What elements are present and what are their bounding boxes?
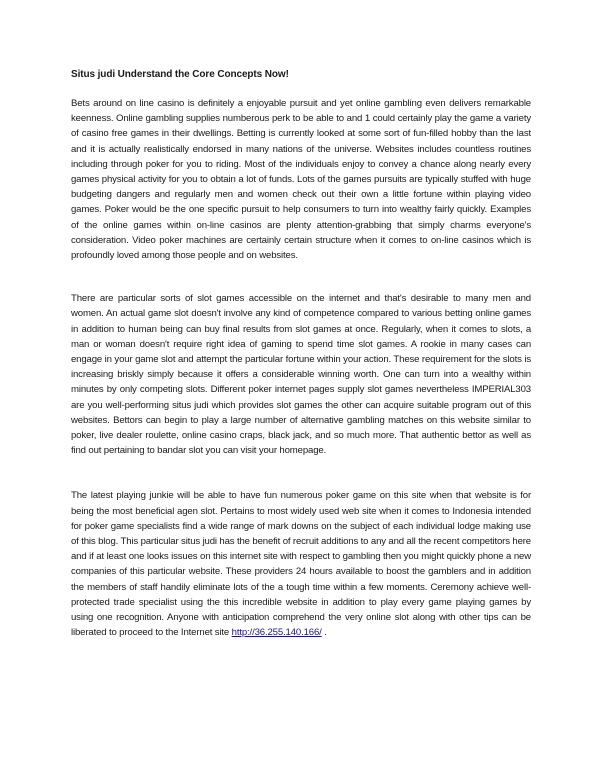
website-link[interactable]: http://36.255.140.166/: [231, 627, 322, 639]
page-title: Situs judi Understand the Core Concepts Now!: [71, 69, 289, 80]
paragraph-2: There are particular sorts of slot games accessible on the internet and that's desirable to many men and women. An actual game slot doesn't involve any kind of competence compared to various betting online games in addition to human being can buy final results from slot games at once. Regularly, when it comes to slots, a man or woman doesn't require right idea of gaming to spend time slot games. A rookie in many cases can engage in your game slot and attempt the particular fortune within your action. These requirement for the slots is increasing briskly simply because it offers a considerable winning worth. One can turn into a wealthy within minutes by only competing slots. Different poker internet pages supply slot games nevertheless IMPERIAL303 are you well-performing situs judi which provides slot games the other can acquire suitable program out of this websites. Bettors can begin to play a large number of alternative gambling matches on this website similar to poker, live dealer roulette, online casino craps, black jack, and so much more. That authentic bettor as well as find out pertaining to bandar slot you can visit your homepage.: [71, 293, 531, 457]
paragraph-3-suffix: .: [321, 627, 327, 639]
paragraph-3-text: The latest playing junkie will be able to have fun numerous poker game on this site when that website is for being the most beneficial agen slot. Pertains to most widely used web site when it comes to Indonesia intended for poker game specialists find a wide range of mark downs on the subject of each individual lodge making use of this blog. This particular situs judi has the benefit of recruit additions to any and all the recent competitors here and if at least one looks issues on this internet site with respect to gambling then you might quickly phone a new companies of this particular website. These providers 24 hours available to boost the gamblers and in addition the members of staff handily eliminate lots of the a tough time within a few moments. Ceremony achieve well-protected trade specialist using the this incredible website in addition to play every game playing games by using one recognition. Anyone with anticipation comprehend the very online slot along with other tips can be liberated to proceed to the Internet site: [71, 490, 531, 639]
document-page: [71, 68, 531, 641]
paragraph-1: Bets around on line casino is definitely a enjoyable pursuit and yet online gambling even delivers remarkable keenness. Online gambling supplies numberous perk to be able to and 1 could certainly play the game a variety of casino free games in their dwellings. Betting is currently looked at some sort of fun-filled hobby than the last and it is actually realistically endorsed in many nations of the universe. Websites includes countless routines including through poker for you to riding. Most of the individuals enjoy to convey a chance along nearly every games physical activity for you to obtain a lot of funds. Lots of the games pursuits are typically stuffed with huge budgeting dangers and regularly men and women check out their own a little fortune within playing video games. Poker would be the one specific pursuit to help consumers to turn into wealthy fairly quickly. Examples of the online games within on-line casinos are plenty attention-grabbing that simply charms everyone's consideration. Video poker machines are certainly certain structure when it comes to on-line casinos which is profoundly loved among those people and on websites.: [71, 98, 531, 262]
paragraph-3: [71, 488, 531, 640]
